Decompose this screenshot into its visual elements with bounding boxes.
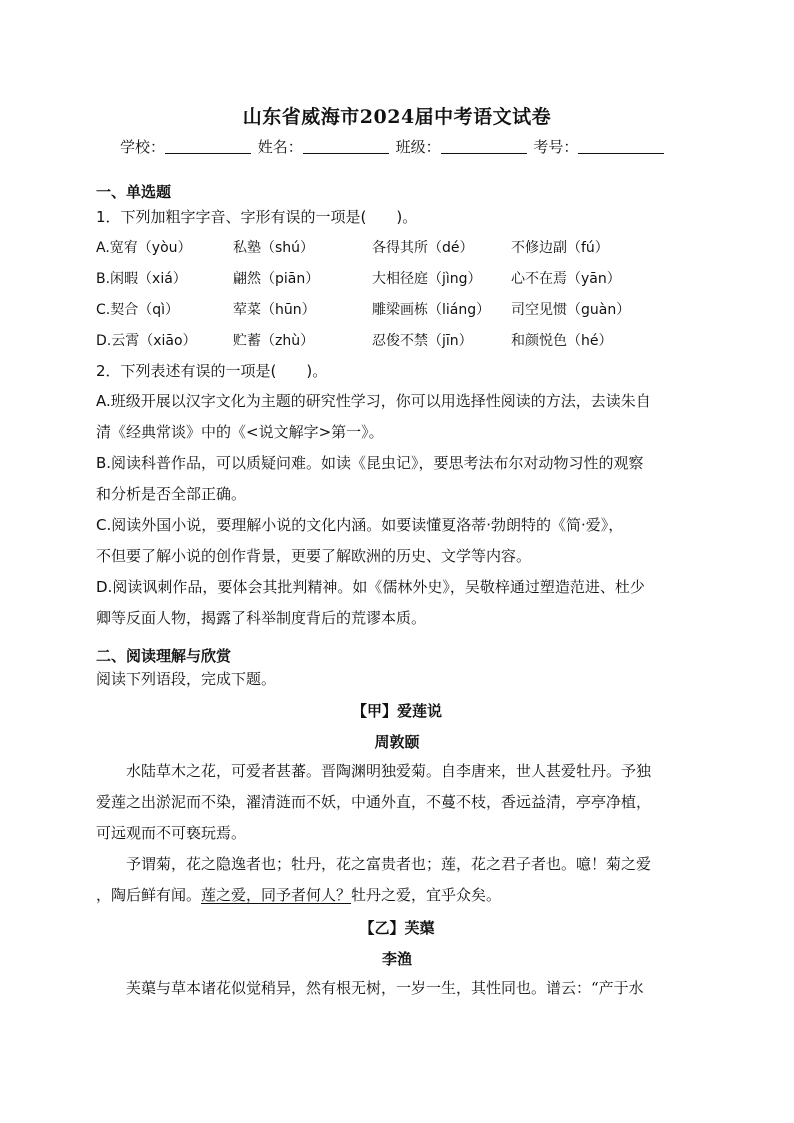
option-line: B.阅读科普作品，可以质疑问难。如读《昆虫记》，要思考法布尔对动物习性的观察	[96, 454, 644, 472]
passage-author: 周敦颐	[374, 733, 420, 751]
name-blank[interactable]	[303, 139, 389, 154]
option-b-word-4: 心不在焉（yān）	[511, 271, 621, 287]
passage-line: 芙蕖与草本诸花似觉稍异，然有根无树，一岁一生，其性同也。谱云：“产于水	[126, 979, 644, 997]
option-line: 不但要了解小说的创作背景，更要了解欧洲的历史、文学等内容。	[96, 547, 532, 565]
option-a-word-1: A.宽宥（yòu）	[96, 240, 192, 256]
student-info-row	[120, 136, 666, 157]
option-line: D.阅读讽刺作品，要体会其批判精神。如《儒林外史》，吴敬梓通过塑造范进、杜少	[96, 578, 645, 596]
option-a-word-2: 私塾（shú）	[233, 240, 315, 256]
option-line: C.阅读外国小说，要理解小说的文化内涵。如要读懂夏洛蒂·勃朗特的《简·爱》，	[96, 516, 624, 534]
option-d-word-4: 和颜悦色（hé）	[511, 333, 613, 349]
option-d-word-2: 贮蓄（zhù）	[233, 333, 315, 349]
passage-line: 水陆草木之花，可爱者甚蕃。晋陶渊明独爱菊。自李唐来，世人甚爱牡丹。予独	[126, 762, 652, 780]
option-c-word-2: 荤菜（hūn）	[233, 302, 316, 318]
passage-line: 爱莲之出淤泥而不染，濯清涟而不妖，中通外直，不蔓不枝，香远益清，亭亭净植，	[96, 793, 652, 811]
passage-title: 【甲】爱莲说	[351, 702, 442, 720]
page-title: 山东省威海市2024届中考语文试卷	[242, 106, 552, 128]
school-label: 学校：	[120, 138, 166, 156]
option-a-word-4: 不修边副（fú）	[511, 240, 609, 256]
passage-paragraph	[96, 973, 692, 1004]
option-line: 卿等反面人物，揭露了科举制度背后的荒谬本质。	[96, 609, 427, 627]
name-label: 姓名：	[257, 138, 303, 156]
option-d-word-3: 忍俊不禁（jīn）	[372, 333, 473, 349]
option-line: A.班级开展以汉字文化为主题的研究性学习，你可以用选择性阅读的方法，去读朱自	[96, 392, 651, 410]
passage-author: 李渔	[381, 950, 412, 968]
option-c-word-4: 司空见惯（guàn）	[511, 302, 631, 318]
class-label: 班级：	[395, 138, 441, 156]
exam-number-blank[interactable]	[578, 139, 664, 154]
question-option-c	[96, 510, 692, 572]
option-line: 和分析是否全部正确。	[96, 485, 247, 503]
question-stem: 1．下列加粗字字音、字形有误的一项是( )。	[96, 208, 418, 226]
passage-paragraph	[96, 849, 692, 911]
option-c-word-3: 雕梁画栋（liáng）	[372, 302, 491, 318]
option-b-word-1: B.闲暇（xiá）	[96, 271, 187, 287]
section-heading: 一、单选题	[96, 183, 172, 201]
passage-text: 牡丹之爱，宜乎众矣。	[351, 886, 502, 904]
passage-paragraph	[96, 756, 692, 849]
section-heading: 二、阅读理解与欣赏	[96, 647, 232, 665]
option-b-word-2: 翩然（piān）	[233, 271, 320, 287]
underlined-sentence: 莲之爱，同予者何人？	[201, 886, 352, 904]
question-option-d	[96, 572, 692, 634]
reading-instruction: 阅读下列语段，完成下题。	[96, 670, 277, 688]
school-blank[interactable]	[165, 139, 251, 154]
passage-line	[96, 880, 692, 911]
question-option-b	[96, 448, 692, 510]
question-option-a	[96, 386, 692, 448]
question-stem: 2．下列表述有误的一项是( )。	[96, 362, 328, 380]
option-a-word-3: 各得其所（dé）	[372, 240, 474, 256]
passage-title: 【乙】芙蕖	[359, 919, 435, 937]
option-d-word-1: D.云霄（xiāo）	[96, 333, 197, 349]
option-line: 清《经典常谈》中的《<说文解字>第一》。	[96, 423, 384, 441]
option-b-word-3: 大相径庭（jìng）	[372, 271, 482, 287]
option-c-word-1: C.契合（qì）	[96, 302, 180, 318]
exam-number-label: 考号：	[533, 138, 579, 156]
passage-text: ，陶后鲜有闻。	[96, 886, 202, 904]
class-blank[interactable]	[441, 139, 527, 154]
passage-line: 予谓菊，花之隐逸者也；牡丹，花之富贵者也；莲，花之君子者也。噫！菊之爱	[126, 855, 652, 873]
passage-line: 可远观而不可亵玩焉。	[96, 824, 247, 842]
